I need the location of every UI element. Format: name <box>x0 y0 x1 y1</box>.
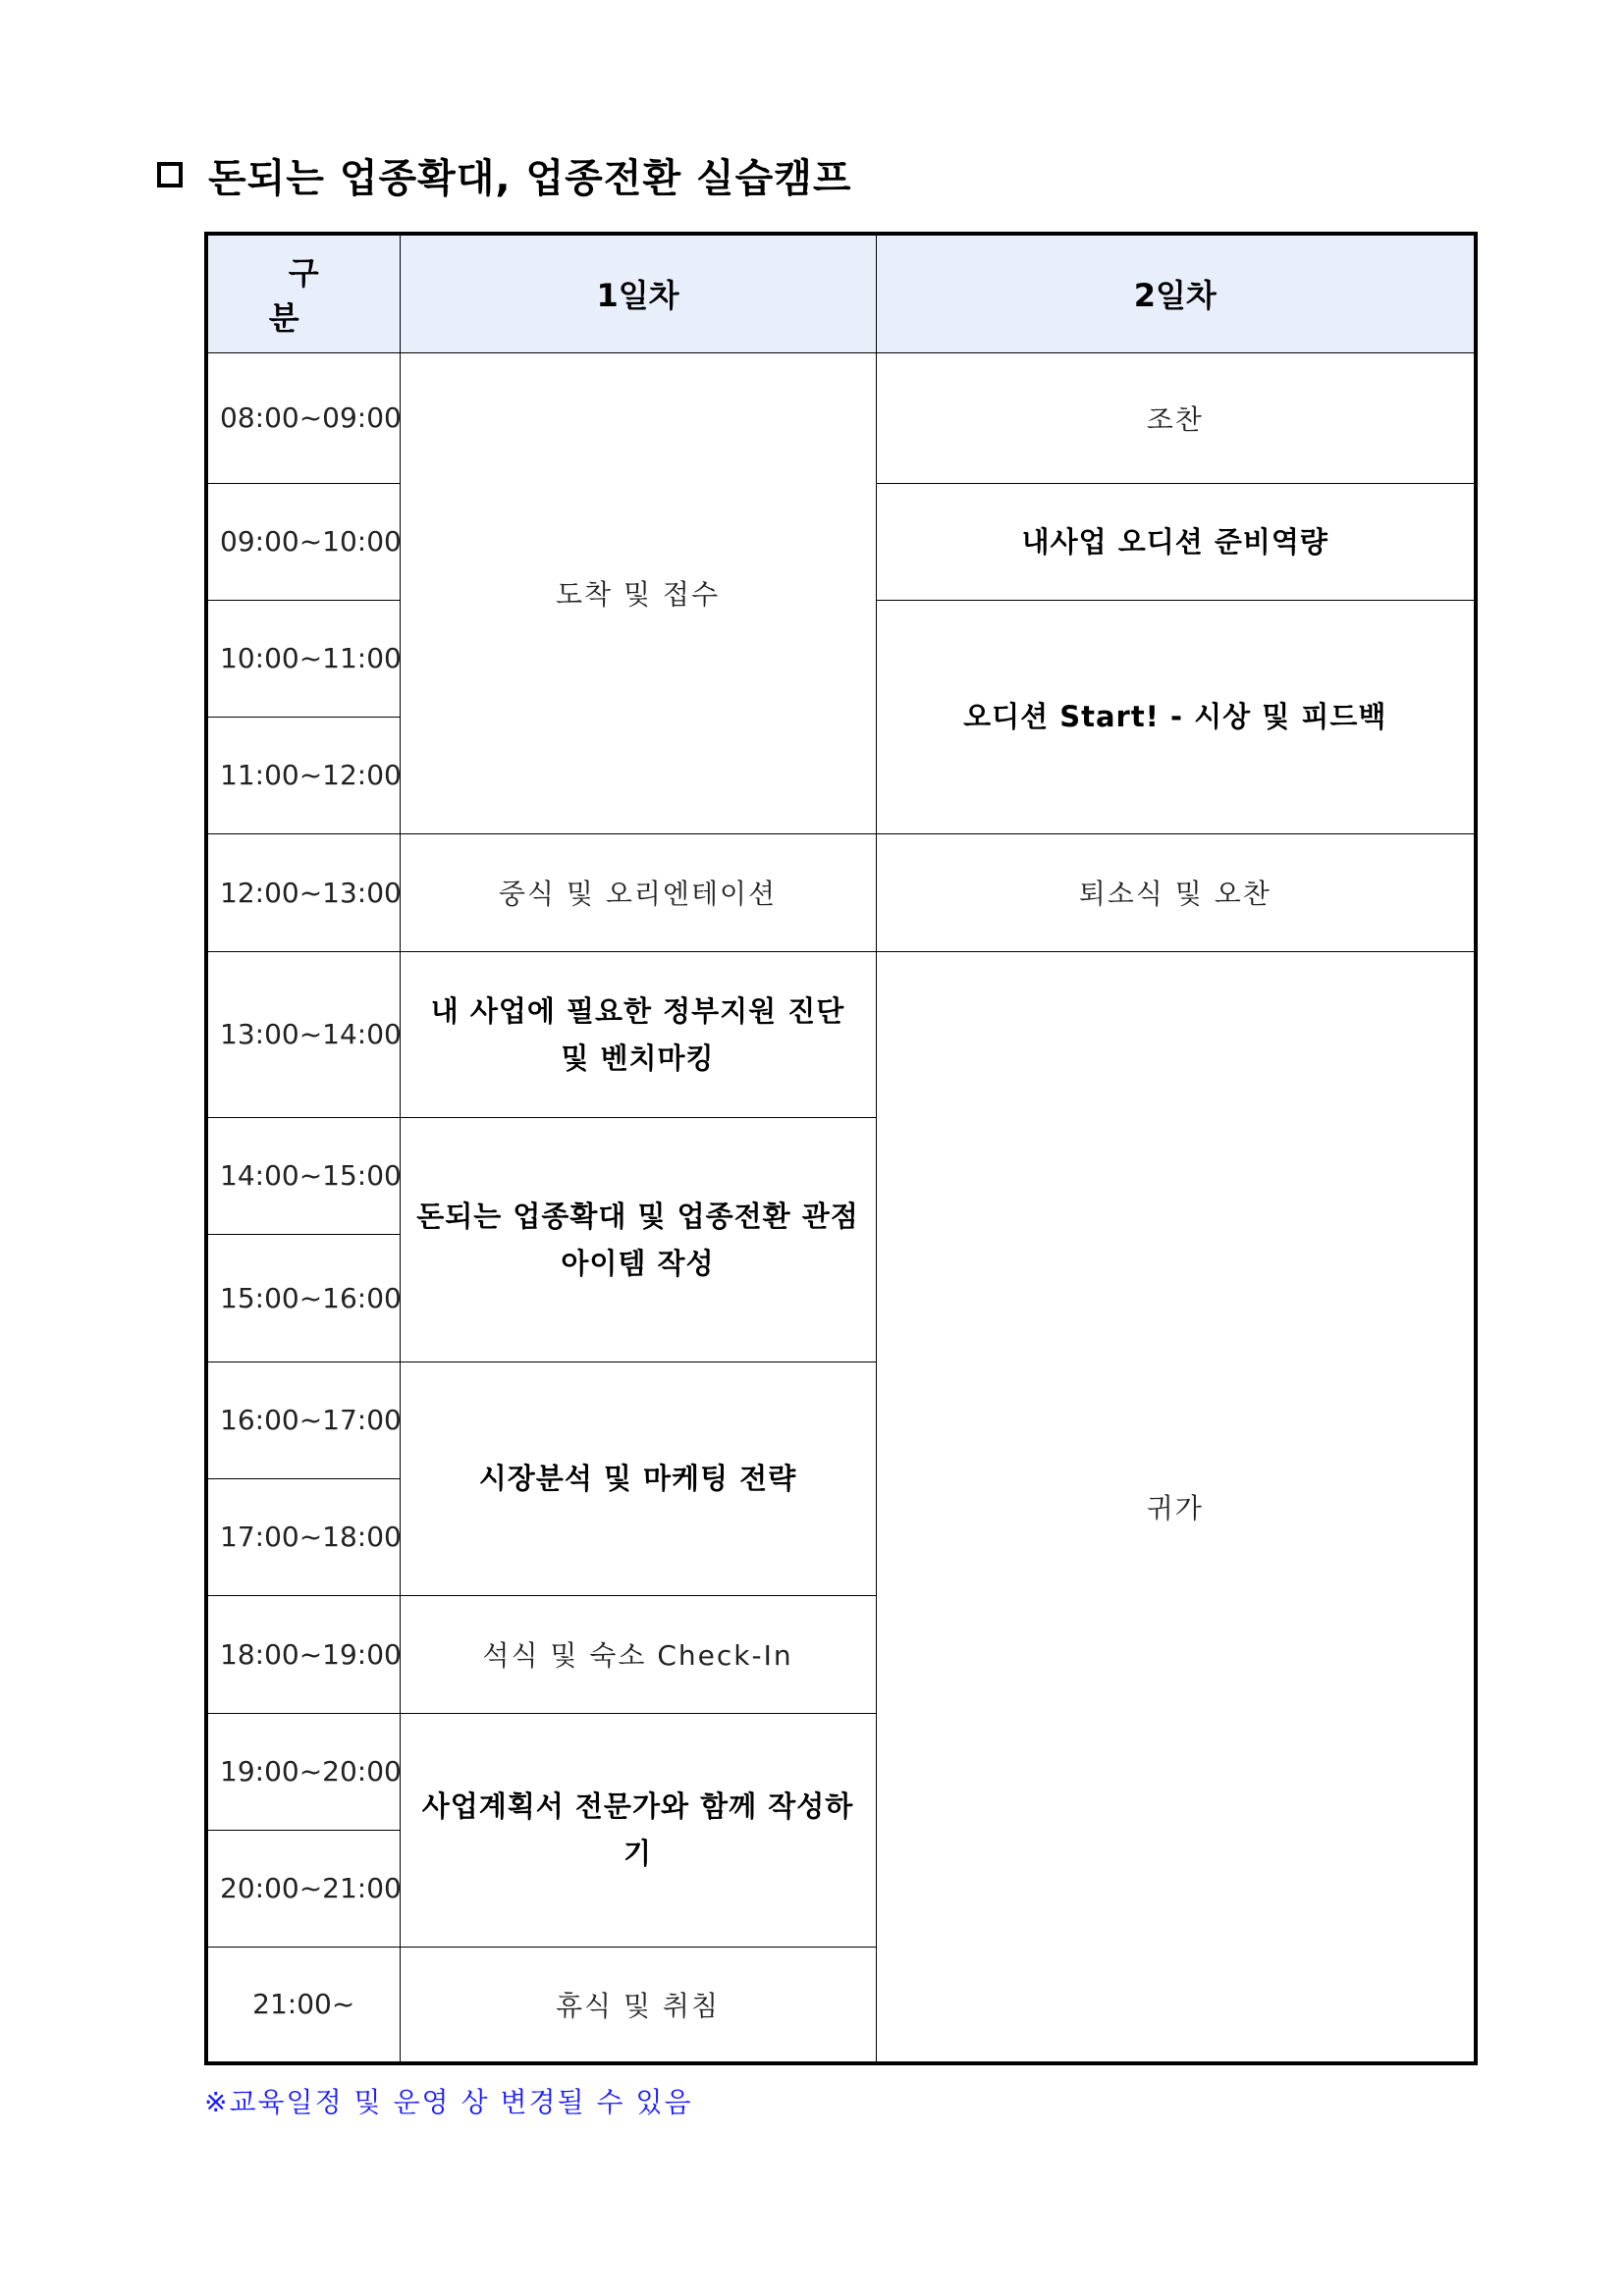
square-bullet-icon <box>157 162 183 187</box>
day1-cell: 돈되는 업종확대 및 업종전환 관점 아이템 작성 <box>400 1117 876 1362</box>
time-cell: 21:00~ <box>206 1947 400 2063</box>
time-cell: 13:00~14:00 <box>206 951 400 1117</box>
schedule-table <box>204 232 1478 2065</box>
document-title-block <box>157 145 852 204</box>
day1-cell: 휴식 및 취침 <box>400 1947 876 2063</box>
time-cell: 12:00~13:00 <box>206 833 400 951</box>
day1-cell: 석식 및 숙소 Check-In <box>400 1595 876 1713</box>
time-cell: 08:00~09:00 <box>206 352 400 483</box>
time-cell: 11:00~12:00 <box>206 717 400 833</box>
day2-cell: 퇴소식 및 오찬 <box>876 833 1476 951</box>
day1-cell: 시장분석 및 마케팅 전략 <box>400 1362 876 1595</box>
day1-cell: 도착 및 접수 <box>400 352 876 833</box>
day1-cell: 내 사업에 필요한 정부지원 진단 및 벤치마킹 <box>400 951 876 1117</box>
table-row <box>206 352 1476 483</box>
document-title: 돈되는 업종확대, 업종전환 실습캠프 <box>208 155 852 201</box>
table-header-row <box>206 234 1476 352</box>
header-day1: 1일차 <box>400 234 876 352</box>
time-cell: 20:00~21:00 <box>206 1830 400 1947</box>
header-category: 구 분 <box>206 234 400 352</box>
time-cell: 10:00~11:00 <box>206 600 400 717</box>
day2-cell: 귀가 <box>876 951 1476 2063</box>
time-cell: 14:00~15:00 <box>206 1117 400 1234</box>
table-row <box>206 951 1476 1117</box>
time-cell: 16:00~17:00 <box>206 1362 400 1478</box>
day1-cell: 사업계획서 전문가와 함께 작성하기 <box>400 1713 876 1947</box>
day2-cell: 조찬 <box>876 352 1476 483</box>
schedule-change-note: ※교육일정 및 운영 상 변경될 수 있음 <box>204 2086 693 2118</box>
time-cell: 19:00~20:00 <box>206 1713 400 1830</box>
table-row <box>206 833 1476 951</box>
day1-cell: 중식 및 오리엔테이션 <box>400 833 876 951</box>
time-cell: 09:00~10:00 <box>206 483 400 600</box>
day2-cell: 오디션 Start! - 시상 및 피드백 <box>876 600 1476 833</box>
time-cell: 15:00~16:00 <box>206 1234 400 1362</box>
header-day2: 2일차 <box>876 234 1476 352</box>
time-cell: 18:00~19:00 <box>206 1595 400 1713</box>
time-cell: 17:00~18:00 <box>206 1478 400 1595</box>
day2-cell: 내사업 오디션 준비역량 <box>876 483 1476 600</box>
